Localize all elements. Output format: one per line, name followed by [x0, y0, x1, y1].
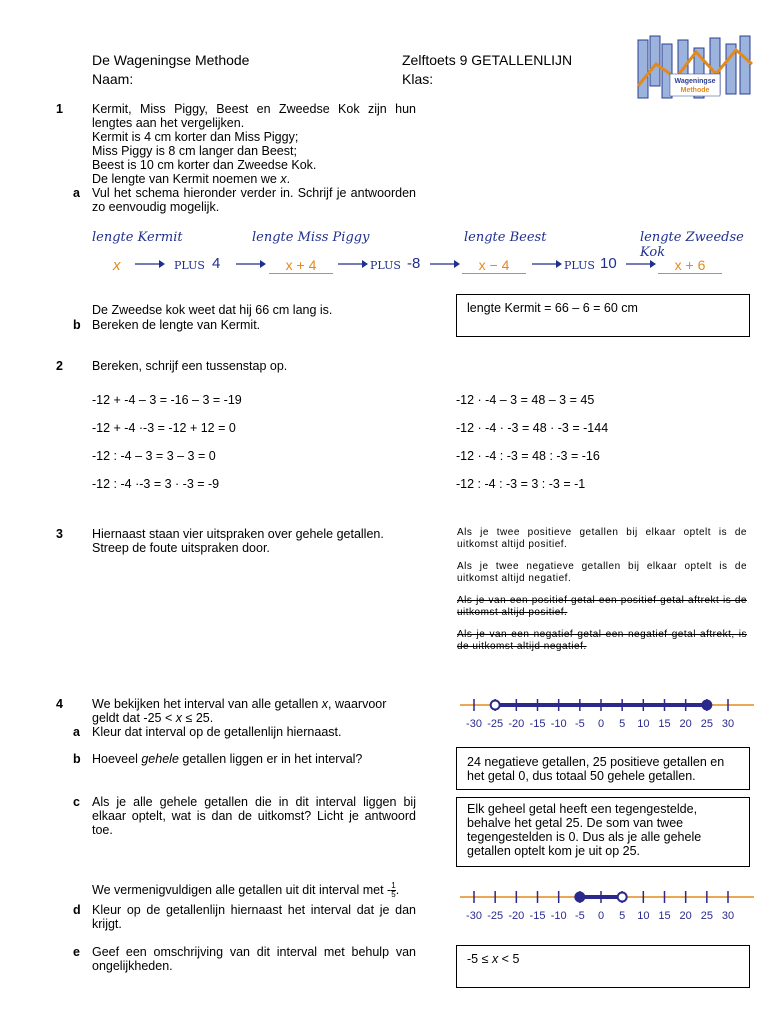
logo-text-1: Wageningse [674, 78, 716, 85]
test-title: Zelftoets 9 GETALLENLIJN [402, 52, 573, 68]
q4-intro-var-2: x [175, 711, 183, 725]
q4d-label: d [73, 903, 81, 917]
question-4-number: 4 [56, 697, 63, 711]
q1-intro-var: x [280, 172, 287, 186]
question-3-number: 3 [56, 527, 63, 541]
fraction-denominator: 5 [391, 890, 396, 899]
q4-intro-2: , waarvoor [328, 697, 387, 711]
q3-statement-1[interactable]: Als je twee positieve getallen bij elkaar optelt is de uitkomst altijd positief. [457, 527, 747, 550]
logo-text-2: Methode [680, 87, 710, 94]
schema-underline-zweedse-kok [658, 273, 722, 274]
question-2-number: 2 [56, 359, 63, 373]
tick-label: 20 [679, 910, 692, 922]
tick-label: -5 [574, 718, 585, 730]
q4b-text-1: Hoeveel [92, 752, 138, 766]
tick-label: 0 [597, 910, 605, 922]
q2-right-1: -12 · -4 – 3 = 48 – 3 = 45 [456, 393, 595, 407]
arrow-icon [430, 258, 460, 273]
arrow-icon [338, 258, 368, 273]
plus-value-3: 10 [600, 255, 617, 272]
tick-label: 30 [721, 718, 735, 730]
q1a-text: Vul het schema hieronder verder in. Schrijf je antwoorden zo eenvoudig mogelijk. [92, 186, 416, 214]
q2-left-4: -12 : -4 ·-3 = 3 · -3 = -9 [92, 477, 220, 491]
arrow-icon [532, 258, 562, 273]
q1-intro-line-1: Kermit, Miss Piggy, Beest en Zweedse Kok zijn hun lengtes aan het vergelijken. [92, 102, 416, 130]
tick-label: -30 [466, 718, 482, 730]
q2-text: Bereken, schrijf een tussenstap op. [92, 359, 288, 373]
q4-multiply-end: . [395, 882, 400, 897]
q2-left-2: -12 + -4 ·-3 = -12 + 12 = 0 [92, 421, 236, 435]
q4-intro [92, 697, 416, 725]
tick-label: 5 [619, 718, 626, 730]
tick-label: -10 [550, 718, 567, 730]
q4c-answer: Elk geheel getal heeft een tegengestelde, behalve het getal 25. De som van twee tegengestelden is 0. Dus als je alle gehele getallen optelt kom je uit op 25. [467, 802, 702, 858]
q1-intro-line-2: Kermit is 4 cm korter dan Miss Piggy; [92, 130, 299, 144]
q4-multiply-text [92, 882, 399, 899]
tick-label: -20 [508, 910, 525, 922]
tick-label: 20 [679, 718, 692, 730]
tick-label: 30 [721, 910, 735, 922]
tick-label: 10 [637, 718, 650, 730]
schema-label-miss-piggy: lengte Miss Piggy [252, 230, 370, 245]
arrow-icon [626, 258, 656, 273]
tick-label: -30 [466, 910, 482, 922]
q4-multiply-lead: We vermenigvuldigen alle getallen uit dit interval met - [92, 882, 392, 897]
q3-text-line-2: Streep de foute uitspraken door. [92, 541, 270, 555]
q3-statement-2[interactable]: Als je twee negatieve getallen bij elkaar optelt is de uitkomst altijd negatief. [457, 561, 747, 584]
schema-value-miss-piggy: x + 4 [285, 257, 317, 273]
schema-value-beest: x − 4 [478, 257, 510, 273]
q2-right-2: -12 · -4 · -3 = 48 · -3 = -144 [456, 421, 609, 435]
tick-label: 0 [597, 718, 605, 730]
plus-label-1: PLUS [174, 259, 205, 272]
q2-left-3: -12 : -4 – 3 = 3 – 3 = 0 [92, 449, 216, 463]
tick-label: 25 [700, 910, 713, 922]
tick-label: -25 [487, 718, 504, 730]
q1-intro-line-5: De lengte van Kermit noemen we [92, 172, 277, 186]
class-label: Klas: [402, 71, 434, 87]
number-line-1[interactable] [458, 693, 758, 733]
arrow-icon [236, 258, 266, 273]
tick-label: -5 [574, 910, 585, 922]
q4e-answer-box[interactable] [456, 945, 750, 988]
q4b-answer: 24 negatieve getallen, 25 positieve getallen en het getal 0, dus totaal 50 gehele getallen. [467, 755, 725, 783]
q4-intro-3: geldt dat -25 < [92, 711, 173, 725]
plus-label-2: PLUS [370, 259, 401, 272]
q4a-text: Kleur dat interval op de getallenlijn hiernaast. [92, 725, 342, 739]
tick-label: 25 [700, 718, 713, 730]
open-endpoint [618, 893, 627, 902]
q4b-text [92, 752, 362, 766]
q1b-answer: lengte Kermit = 66 – 6 = 60 cm [467, 301, 638, 315]
q1b-answer-box[interactable] [456, 294, 750, 337]
q4c-text: Als je alle gehele getallen die in dit interval liggen bij elkaar optelt, wat is dan de uitkomst? Licht je antwoord toe. [92, 795, 416, 837]
closed-endpoint [702, 701, 711, 710]
q4c-label: c [73, 795, 80, 809]
q3-statement-3-struck[interactable]: Als je van een positief getal een positief getal aftrekt is de uitkomst altijd positief. [457, 595, 747, 618]
tick-label: -15 [529, 718, 546, 730]
q2-left-1: -12 + -4 – 3 = -16 – 3 = -19 [92, 393, 242, 407]
tick-label: -10 [550, 910, 567, 922]
q4b-text-em: gehele [141, 752, 179, 766]
question-1-number: 1 [56, 102, 63, 116]
schema-value-kermit: x [113, 257, 121, 274]
method-title: De Wageningse Methode [92, 52, 250, 68]
schema-label-zweedse-kok: lengte Zweedse Kok [640, 230, 744, 260]
tick-label: -25 [487, 910, 504, 922]
plus-label-3: PLUS [564, 259, 595, 272]
q4a-label: a [73, 725, 80, 739]
tick-label: -20 [508, 718, 525, 730]
schema-value-zweedse-kok: x + 6 [674, 257, 706, 273]
tick-label: 15 [658, 910, 671, 922]
q3-statement-4-struck[interactable]: Als je van een negatief getal een negatief getal aftrekt, is de uitkomst altijd negatief. [457, 629, 747, 652]
schema-label-kermit: lengte Kermit [92, 230, 183, 245]
q1b-label: b [73, 318, 81, 332]
q1a-label: a [73, 186, 80, 200]
q1-intro-line-4: Beest is 10 cm korter dan Zweedse Kok. [92, 158, 317, 172]
tick-label: 5 [619, 910, 626, 922]
q4-intro-var: x [321, 697, 329, 711]
question-1-intro [92, 102, 416, 186]
tick-label: 10 [637, 910, 650, 922]
q1-intro-line-3: Miss Piggy is 8 cm langer dan Beest; [92, 144, 297, 158]
q4-intro-1: We bekijken het interval van alle getallen [92, 697, 319, 711]
q4e-text: Geef een omschrijving van dit interval met behulp van ongelijkheden. [92, 945, 416, 973]
plus-value-2: -8 [407, 255, 421, 272]
q1b-text: Bereken de lengte van Kermit. [92, 318, 261, 332]
open-endpoint [491, 701, 500, 710]
q2-right-3: -12 · -4 : -3 = 48 : -3 = -16 [456, 449, 600, 463]
plus-value-1: 4 [212, 255, 221, 272]
q4e-answer-2: < 5 [501, 952, 520, 966]
q1b-pretext: De Zweedse kok weet dat hij 66 cm lang is. [92, 303, 333, 317]
q4b-label: b [73, 752, 81, 766]
tick-label: 15 [658, 718, 671, 730]
name-label: Naam: [92, 71, 134, 87]
schema-underline-miss-piggy [269, 273, 333, 274]
q4e-label: e [73, 945, 80, 959]
tick-label: -15 [529, 910, 546, 922]
wageningse-methode-logo [636, 34, 754, 106]
q4d-text: Kleur op de getallenlijn hiernaast het interval dat je dan krijgt. [92, 903, 416, 931]
fraction-numerator: 1 [391, 881, 396, 890]
q4b-text-2: getallen liggen er in het interval? [182, 752, 363, 766]
q2-right-4: -12 : -4 : -3 = 3 : -3 = -1 [456, 477, 586, 491]
schema-underline-beest [462, 273, 526, 274]
q3-text-line-1: Hiernaast staan vier uitspraken over gehele getallen. [92, 527, 384, 541]
q4e-answer-var: x [491, 952, 499, 966]
number-line-2[interactable] [458, 885, 758, 925]
closed-endpoint [575, 893, 584, 902]
q3-text [92, 527, 384, 555]
q4b-answer-box[interactable] [456, 747, 750, 790]
q4-intro-5: ≤ 25. [185, 711, 214, 725]
arrow-icon [135, 258, 165, 273]
q1-intro-period: . [286, 172, 291, 186]
q4e-answer-1: -5 ≤ [467, 952, 489, 966]
schema-label-beest: lengte Beest [464, 230, 547, 245]
q4c-answer-box[interactable] [456, 797, 750, 867]
